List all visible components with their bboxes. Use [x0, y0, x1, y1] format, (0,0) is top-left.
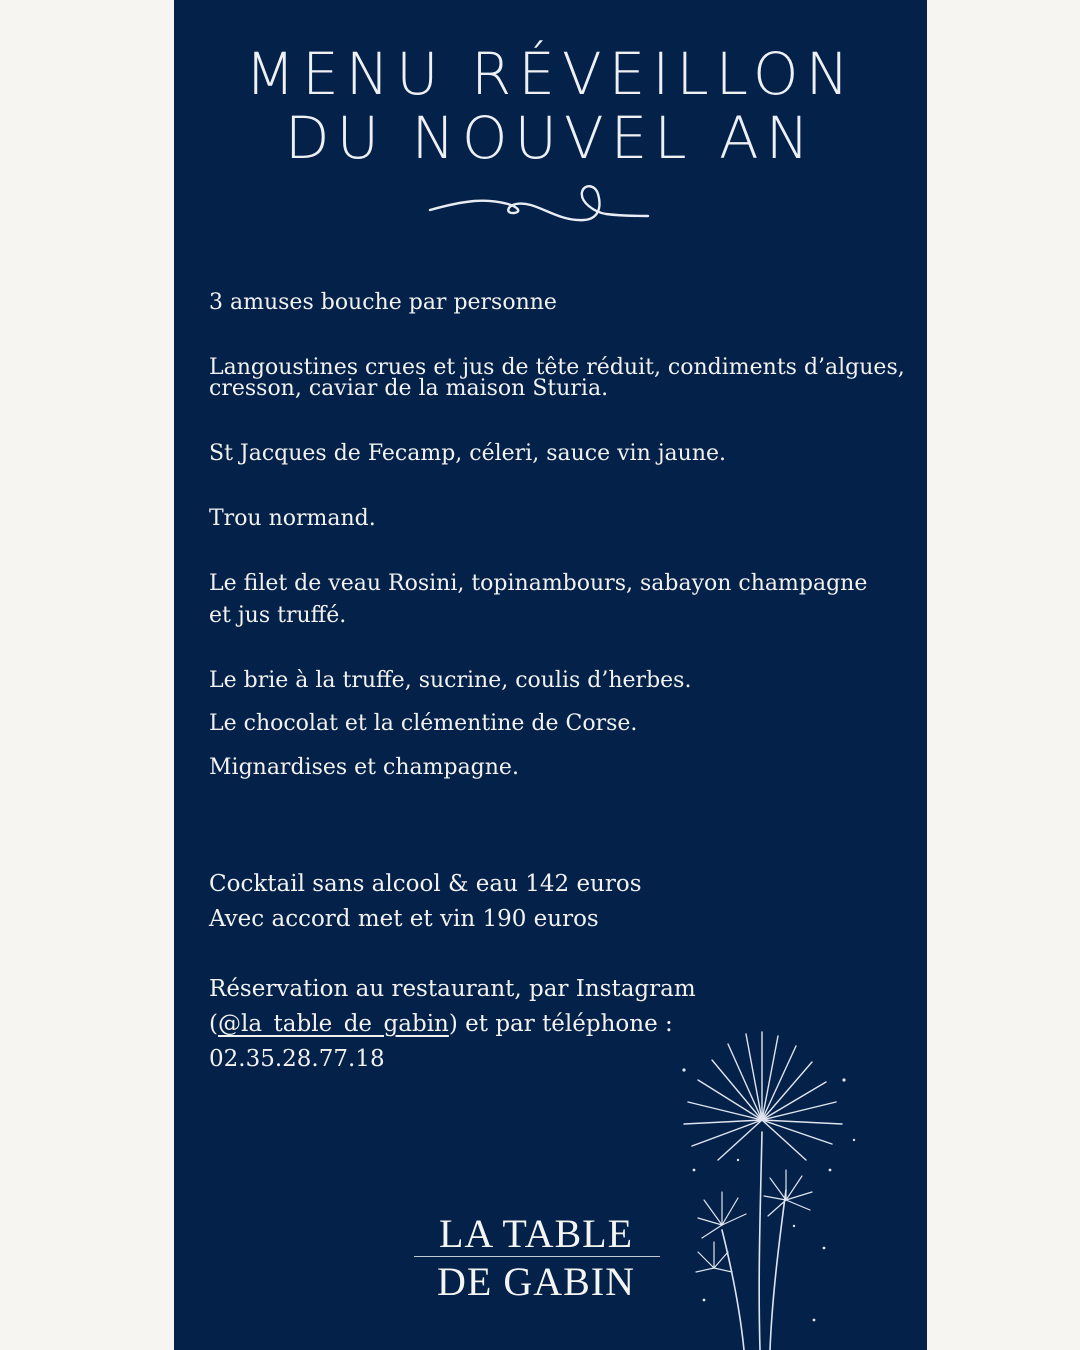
- restaurant-logo-line-1: LA TABLE: [438, 1211, 634, 1256]
- menu-item-st-jacques: St Jacques de Fecamp, céleri, sauce vin jaune.: [209, 441, 727, 466]
- menu-item-amuses-bouche: 3 amuses bouche par personne: [209, 290, 557, 315]
- menu-title-line-2: DU NOUVEL AN: [284, 104, 817, 172]
- reservation-line-2: [209, 1008, 673, 1041]
- menu-item-chocolat: Le chocolat et la clémentine de Corse.: [209, 711, 638, 736]
- menu-title-line-1: MENU RÉVEILLON: [245, 40, 856, 108]
- menu-item-brie: Le brie à la truffe, sucrine, coulis d’herbes.: [209, 668, 692, 693]
- menu-item-mignardises: Mignardises et champagne.: [209, 755, 519, 780]
- reservation-open-paren: (: [209, 1011, 218, 1037]
- reservation-line-2-rest: ) et par téléphone :: [448, 1011, 673, 1037]
- menu-item-filet-de-veau-line-1: Le filet de veau Rosini, topinambours, sabayon champagne: [209, 571, 868, 596]
- fireworks-icon: [674, 1020, 874, 1350]
- restaurant-logo-line-2: DE GABIN: [437, 1259, 635, 1304]
- menu-item-filet-de-veau-line-2: et jus truffé.: [209, 603, 347, 628]
- instagram-handle-link[interactable]: @la_table_de_gabin: [217, 1011, 449, 1037]
- logo-divider: [414, 1256, 660, 1257]
- menu-item-trou-normand: Trou normand.: [209, 506, 376, 531]
- flourish-icon: [426, 176, 651, 228]
- price-without-wine: Cocktail sans alcool & eau 142 euros: [209, 871, 642, 897]
- phone-number: 02.35.28.77.18: [209, 1046, 385, 1072]
- menu-card: [174, 0, 927, 1350]
- menu-item-langoustines-line-2: cresson, caviar de la maison Sturia.: [209, 376, 609, 401]
- reservation-line-1: Réservation au restaurant, par Instagram: [209, 976, 696, 1002]
- price-with-wine: Avec accord met et vin 190 euros: [209, 906, 599, 932]
- menu-item-langoustines-line-1: Langoustines crues et jus de tête réduit, condiments d’algues,: [209, 355, 905, 380]
